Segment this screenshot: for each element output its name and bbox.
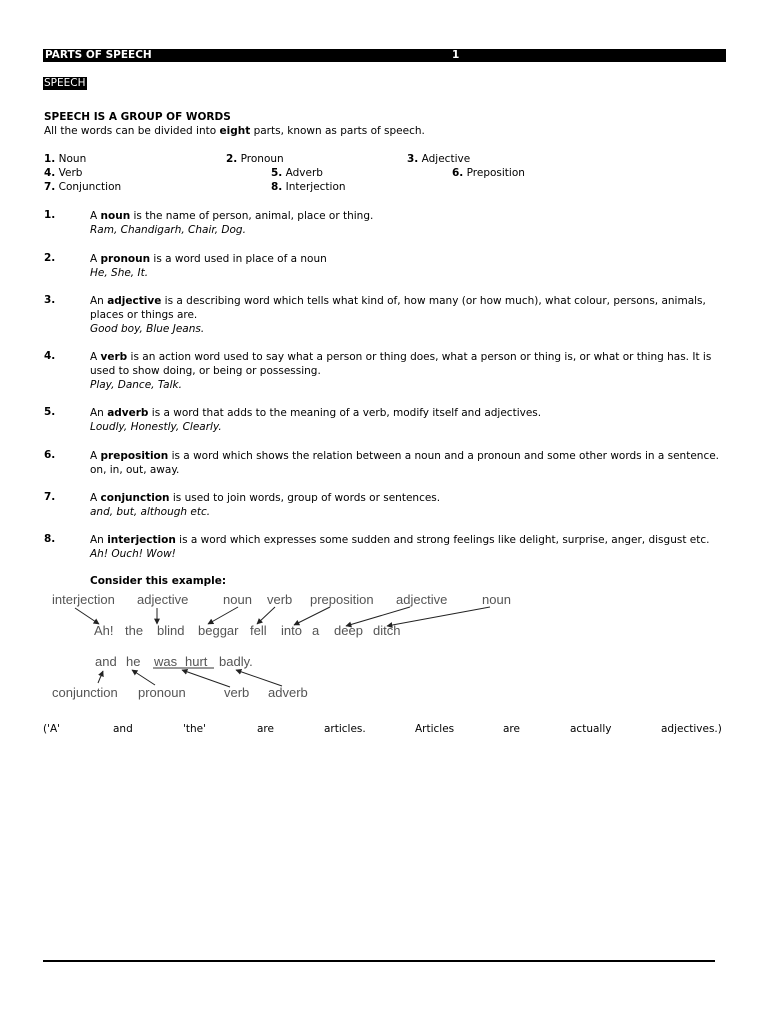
label-noun: noun: [482, 592, 511, 607]
part-item: 8. Interjection: [271, 181, 346, 193]
header-title: PARTS OF SPEECH: [45, 49, 152, 61]
definition-text: A preposition is a word which shows the relation between a noun and a pronoun and some other words in a sentence. on, in, out, away.: [90, 449, 726, 477]
sentence-word: the: [125, 623, 144, 638]
part-item: 7. Conjunction: [44, 181, 122, 193]
note-word: and: [113, 723, 133, 735]
label-adjective: adjective: [396, 592, 448, 607]
sentence-word: Ah!: [94, 623, 114, 638]
section-tag: SPEECH: [44, 77, 86, 89]
definition-example: Ram, Chandigarh, Chair, Dog.: [90, 224, 246, 236]
sentence-word: ditch: [373, 623, 401, 638]
label-interjection: interjection: [52, 592, 115, 607]
diagram-arrows: [75, 607, 490, 687]
definition-example: Good boy, Blue Jeans.: [90, 323, 205, 335]
label-conjunction: conjunction: [52, 685, 118, 700]
label-adjective: adjective: [137, 592, 189, 607]
definition-term: preposition: [100, 450, 169, 462]
label-noun: noun: [223, 592, 252, 607]
sentence-word: badly.: [219, 654, 253, 669]
definition-text: A conjunction is used to join words, group of words or sentences. and, but, although etc.: [90, 491, 726, 519]
definition-example: and, but, although etc.: [90, 506, 211, 518]
definition-example: on, in, out, away.: [90, 464, 180, 476]
definition-term: interjection: [107, 534, 176, 546]
definition-text: An adjective is a describing word which tells what kind of, how many (or how much), what colour, persons, animals, places or things are. Good boy, Blue Jeans.: [90, 294, 726, 336]
sentence-word: into: [281, 623, 302, 638]
sentence-word: and: [95, 654, 117, 669]
label-verb: verb: [224, 685, 250, 700]
part-item: 1. Noun: [44, 153, 87, 165]
note-word: 'the': [183, 723, 207, 735]
definition-term: noun: [100, 210, 131, 222]
sentence-word: fell: [250, 623, 267, 638]
footer-rule: [43, 960, 715, 962]
note-word: are: [257, 723, 274, 735]
definition-text: An interjection is a word which expresses some sudden and strong feelings like delight, surprise, anger, disgust etc. Ah! Ouch! Wow!: [90, 533, 726, 561]
definition-example: Ah! Ouch! Wow!: [90, 548, 176, 560]
sentence-word: a: [312, 623, 320, 638]
definition-term: adverb: [107, 407, 149, 419]
note-word: adjectives.): [661, 723, 722, 735]
intro-text: All the words can be divided into eight parts, known as parts of speech.: [44, 125, 425, 137]
part-item: 6. Preposition: [452, 167, 525, 179]
label-pronoun: pronoun: [138, 685, 186, 700]
sentence-word: hurt: [185, 654, 208, 669]
intro-bold: eight: [219, 125, 251, 137]
definition-example: Play, Dance, Talk.: [90, 379, 182, 391]
part-item: 5. Adverb: [271, 167, 323, 179]
definition-text: A noun is the name of person, animal, place or thing. Ram, Chandigarh, Chair, Dog.: [90, 209, 726, 237]
label-adverb: adverb: [268, 685, 308, 700]
definition-text: A pronoun is a word used in place of a noun He, She, It.: [90, 252, 726, 280]
definition-number: 6.: [44, 449, 56, 461]
definition-number: 7.: [44, 491, 56, 503]
example-heading: Consider this example:: [90, 575, 227, 587]
definition-term: conjunction: [100, 492, 170, 504]
note-word: ('A': [43, 723, 61, 735]
definition-number: 3.: [44, 294, 56, 306]
definition-number: 1.: [44, 209, 56, 221]
definition-term: pronoun: [100, 253, 151, 265]
definition-text: An adverb is a word that adds to the meaning of a verb, modify itself and adjectives. Loudly, Honestly, Clearly.: [90, 406, 726, 434]
sentence-word: blind: [157, 623, 185, 638]
sentence-word: he: [126, 654, 141, 669]
note-word: articles.: [324, 723, 366, 735]
sentence-word: was: [154, 654, 178, 669]
definition-example: He, She, It.: [90, 267, 149, 279]
note-word: are: [503, 723, 520, 735]
definition-example: Loudly, Honestly, Clearly.: [90, 421, 222, 433]
part-item: 3. Adjective: [407, 153, 471, 165]
label-preposition: preposition: [310, 592, 374, 607]
definition-number: 2.: [44, 252, 56, 264]
definition-term: verb: [100, 351, 128, 363]
sentence-word: deep: [334, 623, 363, 638]
note-word: actually: [570, 723, 612, 735]
section-heading: SPEECH IS A GROUP OF WORDS: [44, 111, 231, 123]
definition-number: 4.: [44, 350, 56, 362]
part-item: 2. Pronoun: [226, 153, 284, 165]
page-number: 1: [452, 49, 460, 61]
note-word: Articles: [415, 723, 455, 735]
definition-number: 5.: [44, 406, 56, 418]
definition-term: adjective: [107, 295, 162, 307]
label-verb: verb: [267, 592, 293, 607]
part-item: 4. Verb: [44, 167, 83, 179]
sentence-word: beggar: [198, 623, 239, 638]
definition-number: 8.: [44, 533, 56, 545]
definition-text: A verb is an action word used to say what a person or thing does, what a person or thing is, or what or thing has. It is used to show doing, or being or possessing. Play, Dance, Talk.: [90, 350, 726, 392]
